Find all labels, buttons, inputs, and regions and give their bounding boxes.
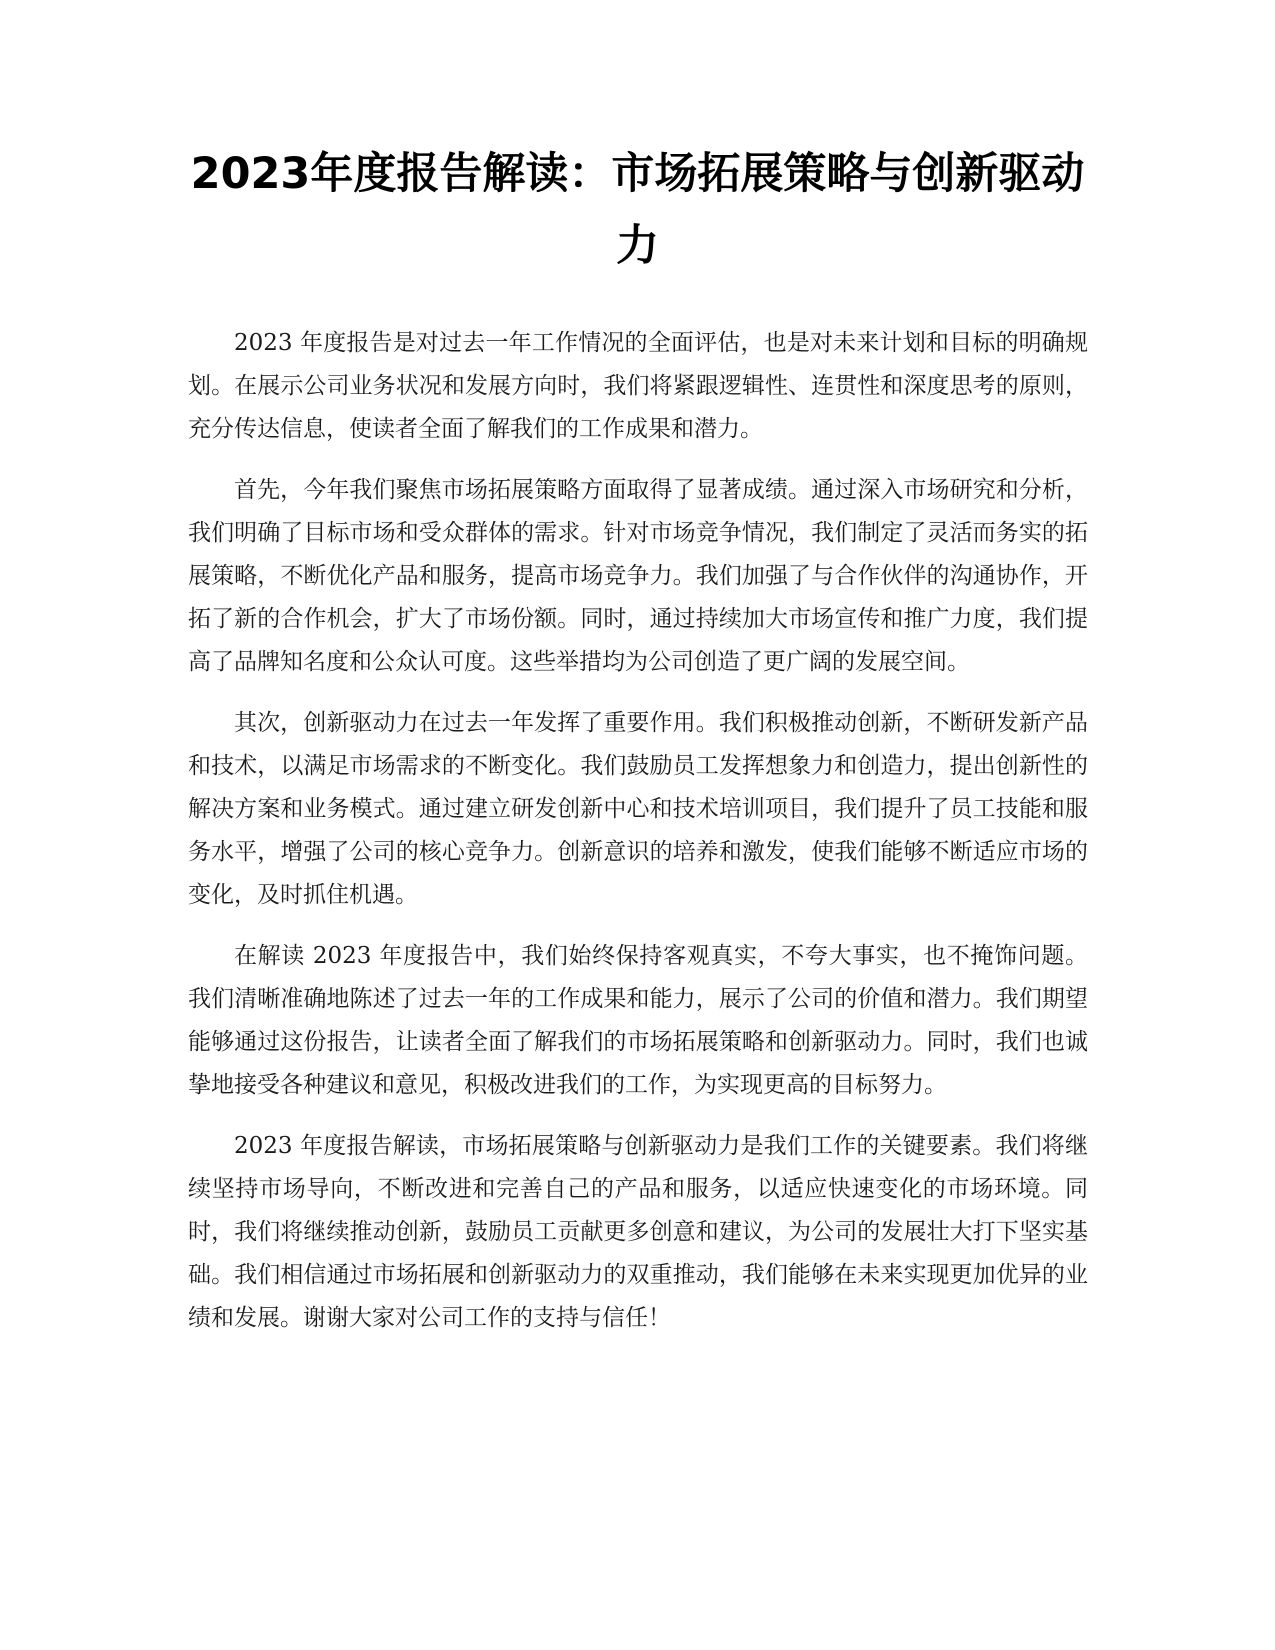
document-body	[188, 322, 1088, 1358]
paragraph-objectivity: 在解读 2023 年度报告中，我们始终保持客观真实，不夸大事实，也不掩饰问题。我们清晰准确地陈述了过去一年的工作成果和能力，展示了公司的价值和潜力。我们期望能够通过这份报告，让读者全面了解我们的市场拓展策略和创新驱动力。同时，我们也诚挚地接受各种建议和意见，积极改进我们的工作，为实现更高的目标努力。	[188, 943, 1088, 1098]
paragraph-innovation: 其次，创新驱动力在过去一年发挥了重要作用。我们积极推动创新，不断研发新产品和技术，以满足市场需求的不断变化。我们鼓励员工发挥想象力和创造力，提出创新性的解决方案和业务模式。通过建立研发创新中心和技术培训项目，我们提升了员工技能和服务水平，增强了公司的核心竞争力。创新意识的培养和激发，使我们能够不断适应市场的变化，及时抓住机遇。	[188, 710, 1088, 908]
paragraph-conclusion: 2023 年度报告解读，市场拓展策略与创新驱动力是我们工作的关键要素。我们将继续坚持市场导向，不断改进和完善自己的产品和服务，以适应快速变化的市场环境。同时，我们将继续推动创新，鼓励员工贡献更多创意和建议，为公司的发展壮大打下坚实基础。我们相信通过市场拓展和创新驱动力的双重推动，我们能够在未来实现更加优异的业绩和发展。谢谢大家对公司工作的支持与信任！	[188, 1133, 1088, 1331]
paragraph-intro: 2023 年度报告是对过去一年工作情况的全面评估，也是对未来计划和目标的明确规划。在展示公司业务状况和发展方向时，我们将紧跟逻辑性、连贯性和深度思考的原则，充分传达信息，使读者全面了解我们的工作成果和潜力。	[188, 330, 1088, 442]
document-title: 2023年度报告解读：市场拓展策略与创新驱动力	[190, 149, 1085, 271]
paragraph-market-strategy: 首先，今年我们聚焦市场拓展策略方面取得了显著成绩。通过深入市场研究和分析，我们明确了目标市场和受众群体的需求。针对市场竞争情况，我们制定了灵活而务实的拓展策略，不断优化产品和服务，提高市场竞争力。我们加强了与合作伙伴的沟通协作，开拓了新的合作机会，扩大了市场份额。同时，通过持续加大市场宣传和推广力度，我们提高了品牌知名度和公众认可度。这些举措均为公司创造了更广阔的发展空间。	[188, 477, 1088, 675]
